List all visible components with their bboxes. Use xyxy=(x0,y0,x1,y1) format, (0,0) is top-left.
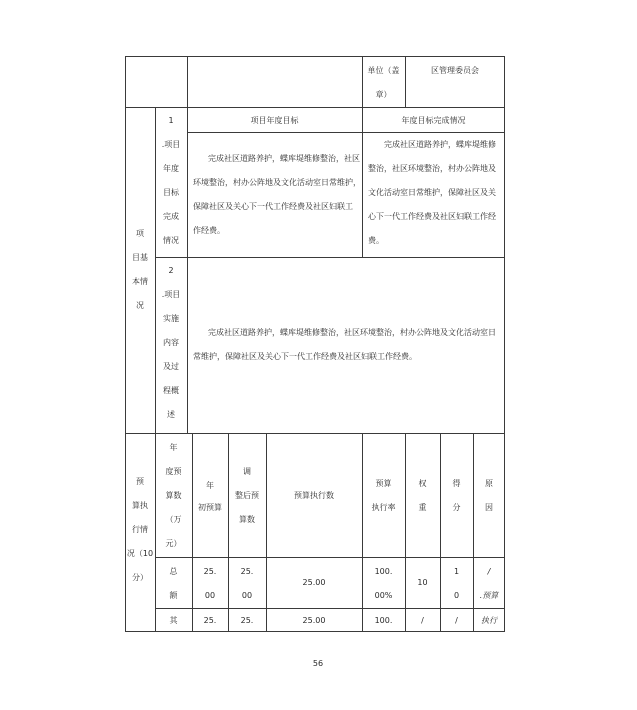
row1-rate-1: 100. xyxy=(374,567,393,576)
row1-reason-1: / xyxy=(487,567,491,576)
completion-col-header: 年度目标完成情况 xyxy=(401,116,466,125)
item1-label-4: 目标 xyxy=(163,188,179,197)
col-reason-1: 原 xyxy=(485,479,493,488)
row1-initial-2: 00 xyxy=(204,591,216,600)
basic-info-label-1: 项 xyxy=(136,229,144,238)
unit-label-line1: 单位（盖 xyxy=(367,66,400,75)
item1-target-line2: 环境整治，村办公阵地及文化活动室日常维护， xyxy=(193,178,361,187)
row1-score-2: 0 xyxy=(453,591,460,600)
basic-info-label-3: 本情 xyxy=(132,277,148,286)
row1-item-2: 额 xyxy=(169,591,178,600)
item1-completion-line5: 费。 xyxy=(368,236,384,245)
row1-score-1: 1 xyxy=(453,567,460,576)
row1-executed: 25.00 xyxy=(302,578,326,587)
unit-value: 区管理委员会 xyxy=(431,66,479,75)
row1-adjusted-2: 00 xyxy=(241,591,253,600)
item2-label-5: 及过 xyxy=(163,362,179,371)
col-adjusted-2: 整后预 xyxy=(235,491,259,500)
item1-label-5: 完成 xyxy=(163,212,179,221)
row1-reason-2: .预算 xyxy=(479,591,499,600)
col-reason-2: 因 xyxy=(485,503,493,512)
row2-rate: 100. xyxy=(374,616,393,625)
item1-label-6: 情况 xyxy=(163,236,179,245)
basic-info-label-4: 况 xyxy=(136,301,144,310)
col-item-5: 元） xyxy=(165,539,182,548)
row2-weight: / xyxy=(421,616,424,625)
item2-label-4: 内容 xyxy=(163,338,179,347)
item2-label-7: 述 xyxy=(167,410,175,419)
item2-label-6: 程概 xyxy=(163,386,179,395)
item1-label-1: 1 xyxy=(168,116,174,125)
col-item-4: （万 xyxy=(165,515,182,524)
col-adjusted-1: 调 xyxy=(243,467,251,476)
row1-weight: 10 xyxy=(417,578,428,587)
item1-target-line1: 完成社区道路养护，蝶库堤维修整治，社区 xyxy=(208,154,360,163)
item2-content-line1: 完成社区道路养护，蝶库堤维修整治，社区环境整治，村办公阵地及文化活动室日 xyxy=(208,328,496,337)
row1-item-1: 总 xyxy=(169,567,178,576)
item1-label-3: 年度 xyxy=(163,164,179,173)
col-score-2: 分 xyxy=(452,503,461,512)
col-rate-2: 执行率 xyxy=(371,503,396,512)
item1-completion-line2: 整治，社区环境整治，村办公阵地及 xyxy=(368,164,496,173)
col-weight-2: 重 xyxy=(418,503,427,512)
row1-initial-1: 25. xyxy=(203,567,217,576)
page-number: 56 xyxy=(312,659,324,668)
basic-info-label-2: 目基 xyxy=(132,253,148,262)
item1-target-line4: 作经费。 xyxy=(193,226,225,235)
row2-score: / xyxy=(455,616,458,625)
col-executed: 预算执行数 xyxy=(294,491,334,500)
target-col-header: 项目年度目标 xyxy=(250,116,299,125)
row1-adjusted-1: 25. xyxy=(240,567,254,576)
col-item-3: 算数 xyxy=(165,491,182,500)
row2-adjusted: 25. xyxy=(240,616,254,625)
budget-label-1: 预 xyxy=(136,477,144,486)
row2-item: 其 xyxy=(169,616,178,625)
col-adjusted-3: 算数 xyxy=(239,515,255,524)
row2-executed: 25.00 xyxy=(302,616,326,625)
item2-label-1: 2 xyxy=(168,266,174,275)
col-rate-1: 预算 xyxy=(375,479,392,488)
col-item-1: 年 xyxy=(169,443,178,452)
item2-label-2: .项目 xyxy=(161,290,181,299)
col-score-1: 得 xyxy=(452,479,461,488)
item1-target-line3: 保障社区及关心下一代工作经费及社区妇联工 xyxy=(193,202,353,211)
col-weight-1: 权 xyxy=(418,479,427,488)
item1-completion-line1: 完成社区道路养护，蝶库堤维修 xyxy=(384,140,496,149)
col-initial-1: 年 xyxy=(206,481,214,490)
col-initial-2: 初预算 xyxy=(198,503,222,512)
item2-content-line2: 常维护，保障社区及关心下一代工作经费及社区妇联工作经费。 xyxy=(193,352,417,361)
budget-label-3: 行情 xyxy=(132,525,148,534)
item2-label-3: 实施 xyxy=(163,314,179,323)
budget-label-4: 况（10 xyxy=(126,549,154,558)
row2-initial: 25. xyxy=(203,616,217,625)
item1-label-2: .项目 xyxy=(161,140,181,149)
item1-completion-line4: 心下一代工作经费及社区妇联工作经 xyxy=(368,212,496,221)
row1-rate-2: 00% xyxy=(374,591,393,600)
unit-label-line2: 章） xyxy=(375,90,392,99)
budget-label-2: 算执 xyxy=(132,501,148,510)
budget-label-5: 分） xyxy=(132,573,148,582)
row2-reason: 执行 xyxy=(481,616,497,625)
col-item-2: 度预 xyxy=(165,467,182,476)
item1-completion-line3: 文化活动室日常维护，保障社区及关 xyxy=(368,188,496,197)
